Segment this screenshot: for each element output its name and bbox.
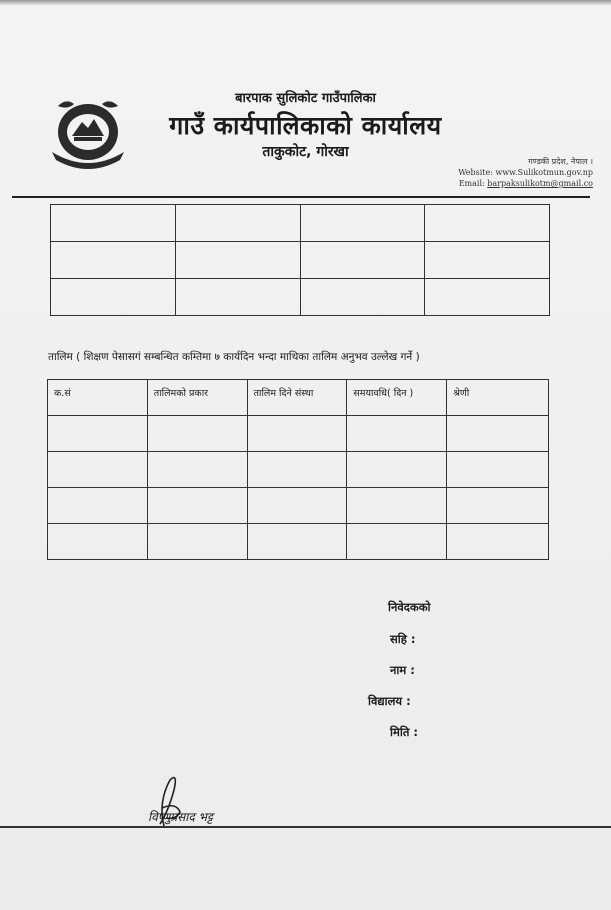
- table-cell[interactable]: [175, 242, 300, 279]
- province-text: गण्डकी प्रदेश, नेपाल ।: [528, 157, 593, 166]
- training-instruction: तालिम ( शिक्षण पेसासगं सम्बन्धित कम्तिमा ७ कार्यदिन भन्दा माथिका तालिम अनुभव उल्लेख गर्ने ): [48, 351, 420, 363]
- table-cell[interactable]: [425, 242, 550, 279]
- office-location: ताकुकोट, गोरखा: [262, 144, 349, 160]
- page-edge-shadow: [0, 0, 611, 6]
- table-cell[interactable]: [175, 205, 300, 242]
- table-cell[interactable]: [48, 488, 148, 524]
- table-cell[interactable]: [247, 416, 347, 452]
- table-cell[interactable]: [447, 524, 549, 560]
- website-text: Website: www.Sulikotmun.gov.np: [458, 168, 593, 177]
- table-row: [51, 205, 550, 242]
- table-cell[interactable]: [447, 416, 549, 452]
- date-label: मिति :: [390, 725, 418, 739]
- table-cell[interactable]: [347, 452, 447, 488]
- table-cell[interactable]: [347, 524, 447, 560]
- table-cell[interactable]: [425, 205, 550, 242]
- table-cell[interactable]: [51, 242, 176, 279]
- table-cell[interactable]: [51, 279, 176, 316]
- table-cell[interactable]: [48, 452, 148, 488]
- table-cell[interactable]: [425, 279, 550, 316]
- email-link[interactable]: barpaksulikotm@gmail.co: [487, 179, 593, 188]
- table-cell[interactable]: [175, 279, 300, 316]
- table-cell[interactable]: [247, 524, 347, 560]
- header-divider: [12, 196, 590, 198]
- table-cell[interactable]: [300, 279, 425, 316]
- training-table: [47, 379, 549, 560]
- table-cell[interactable]: [347, 416, 447, 452]
- table-cell[interactable]: [247, 452, 347, 488]
- table-cell[interactable]: [300, 205, 425, 242]
- column-header-serial: क.सं: [48, 380, 148, 416]
- applicant-title: निवेदकको: [388, 600, 431, 614]
- email-label: Email:: [458, 179, 485, 188]
- table-row: [48, 416, 549, 452]
- column-header-grade: श्रेणी: [447, 380, 549, 416]
- table-cell[interactable]: [147, 416, 247, 452]
- office-title: गाउँ कार्यपालिकाको कार्यालय: [169, 111, 442, 140]
- municipality-name: बारपाक सुलिकोट गाउँपालिका: [235, 91, 376, 106]
- table-cell[interactable]: [48, 524, 148, 560]
- table-cell[interactable]: [447, 452, 549, 488]
- signatory-name: विष्णुप्रसाद भट्ट: [148, 810, 213, 824]
- table-row: [48, 452, 549, 488]
- table-cell[interactable]: [247, 488, 347, 524]
- table-header-row: [48, 380, 549, 416]
- table-cell[interactable]: [147, 524, 247, 560]
- table-row: [48, 524, 549, 560]
- table-cell[interactable]: [147, 488, 247, 524]
- table-cell[interactable]: [347, 488, 447, 524]
- email-line: [458, 178, 593, 189]
- name-label: नाम :: [390, 663, 415, 677]
- table-row: [51, 242, 550, 279]
- table-cell[interactable]: [48, 416, 148, 452]
- column-header-training-type: तालिमको प्रकार: [147, 380, 247, 416]
- signature-label: सहि :: [390, 632, 416, 646]
- column-header-provider: तालिम दिने संस्था: [247, 380, 347, 416]
- footer-divider: [0, 826, 611, 828]
- top-table: [50, 204, 550, 316]
- table-cell[interactable]: [300, 242, 425, 279]
- table-cell[interactable]: [51, 205, 176, 242]
- table-cell[interactable]: [147, 452, 247, 488]
- school-label: विद्यालय :: [368, 694, 411, 708]
- column-header-duration: समयावधि( दिन ): [347, 380, 447, 416]
- table-row: [48, 488, 549, 524]
- contact-block: [458, 156, 593, 189]
- table-cell[interactable]: [447, 488, 549, 524]
- table-row: [51, 279, 550, 316]
